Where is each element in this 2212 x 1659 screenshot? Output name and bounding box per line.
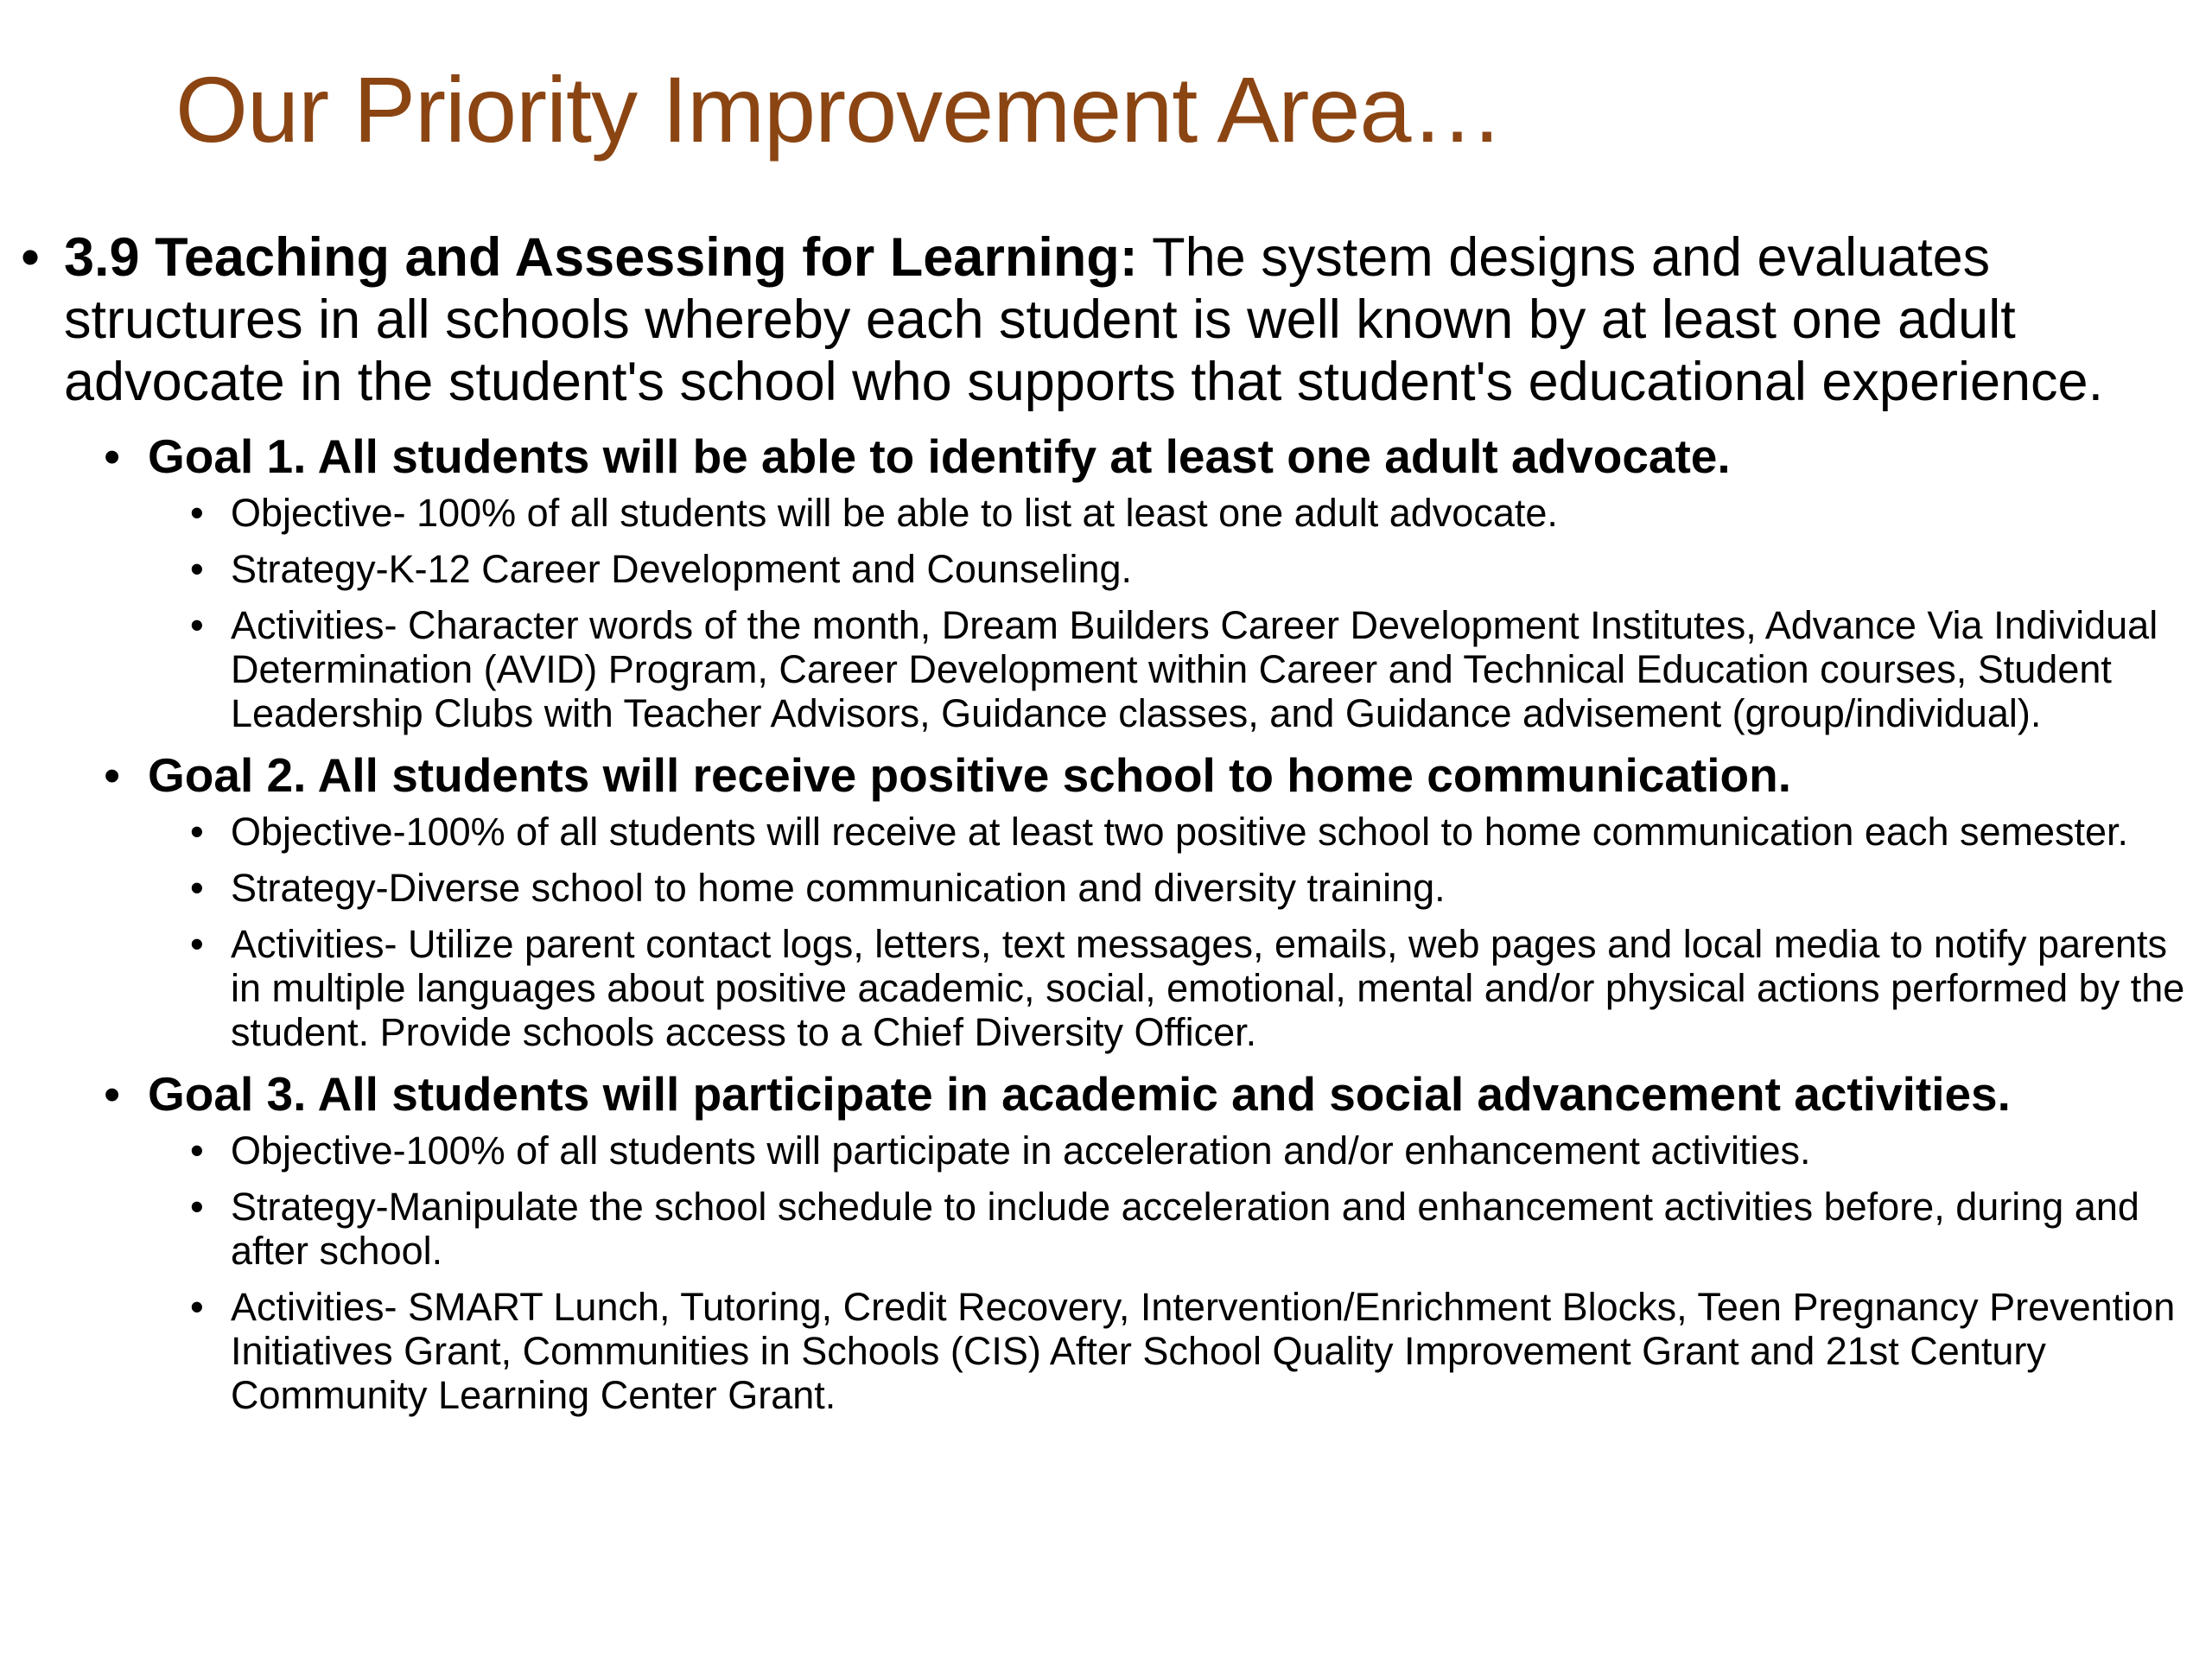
goal-item	[0, 866, 2212, 910]
bullet-icon: •	[190, 603, 204, 647]
bullet-icon: •	[190, 547, 204, 591]
goal-heading-text: Goal 3. All students will participate in academic and social advancement activities.	[148, 1067, 2011, 1121]
standard-text: The system designs and evaluates structures in all schools whereby each student is well known by at least one adult advocate in the student's school who supports that student's educational experience.	[64, 227, 2104, 412]
goal-item	[0, 1285, 2212, 1417]
goal-heading	[0, 429, 2212, 484]
strategy-text: Strategy-Manipulate the school schedule to include acceleration and enhancement activities before, during and after school.	[231, 1185, 2139, 1273]
bullet-icon: •	[190, 866, 204, 910]
goal-item	[0, 922, 2212, 1054]
objective-text: Objective-100% of all students will receive at least two positive school to home communication each semester.	[231, 810, 2129, 854]
goal-heading-text: Goal 1. All students will be able to identify at least one adult advocate.	[148, 429, 1731, 483]
objective-text: Objective- 100% of all students will be able to list at least one adult advocate.	[231, 491, 1558, 535]
goal-heading	[0, 747, 2212, 803]
goal-item	[0, 810, 2212, 854]
goal-heading-text: Goal 2. All students will receive positive school to home communication.	[148, 748, 1791, 802]
goal-item	[0, 491, 2212, 535]
strategy-text: Strategy-K-12 Career Development and Counseling.	[231, 547, 1133, 591]
bullet-icon: •	[190, 1128, 204, 1173]
goal-item	[0, 547, 2212, 591]
bullet-icon: •	[190, 1285, 204, 1329]
goal-item	[0, 603, 2212, 735]
bullet-icon: •	[190, 491, 204, 535]
bullet-icon: •	[104, 748, 121, 802]
activities-text: Activities- SMART Lunch, Tutoring, Credit Recovery, Intervention/Enrichment Blocks, Teen Pregnancy Prevention Initiatives Grant, Communities in Schools (CIS) After School Quality Improvement Grant and 21st Century Community Learning Center Grant.	[231, 1285, 2176, 1417]
objective-text: Objective-100% of all students will participate in acceleration and/or enhancement activities.	[231, 1128, 1811, 1173]
bullet-icon: •	[104, 1067, 121, 1121]
standard-label: 3.9 Teaching and Assessing for Learning:	[64, 227, 1138, 288]
activities-text: Activities- Character words of the month, Dream Builders Career Development Institutes, Advance Via Individual Determination (AVID) Program, Career Development within Career and Technical Education courses, Student Leadership Clubs with Teacher Advisors, Guidance classes, and Guidance advisement (group/individual).	[231, 603, 2158, 735]
slide-title: Our Priority Improvement Area…	[175, 57, 1503, 162]
standard-bullet	[0, 226, 2212, 413]
slide-body	[0, 226, 2212, 1429]
bullet-icon: •	[190, 922, 204, 966]
strategy-text: Strategy-Diverse school to home communication and diversity training.	[231, 866, 1446, 910]
activities-text: Activities- Utilize parent contact logs, letters, text messages, emails, web pages and local media to notify parents in multiple languages about positive academic, social, emotional, mental and/or physical actions performed by the student. Provide schools access to a Chief Diversity Officer.	[231, 922, 2185, 1054]
bullet-icon: •	[104, 429, 121, 483]
bullet-icon: •	[190, 810, 204, 854]
bullet-icon: •	[21, 227, 41, 288]
goal-item	[0, 1128, 2212, 1173]
bullet-icon: •	[190, 1185, 204, 1229]
goal-item	[0, 1185, 2212, 1273]
goal-heading	[0, 1066, 2212, 1122]
